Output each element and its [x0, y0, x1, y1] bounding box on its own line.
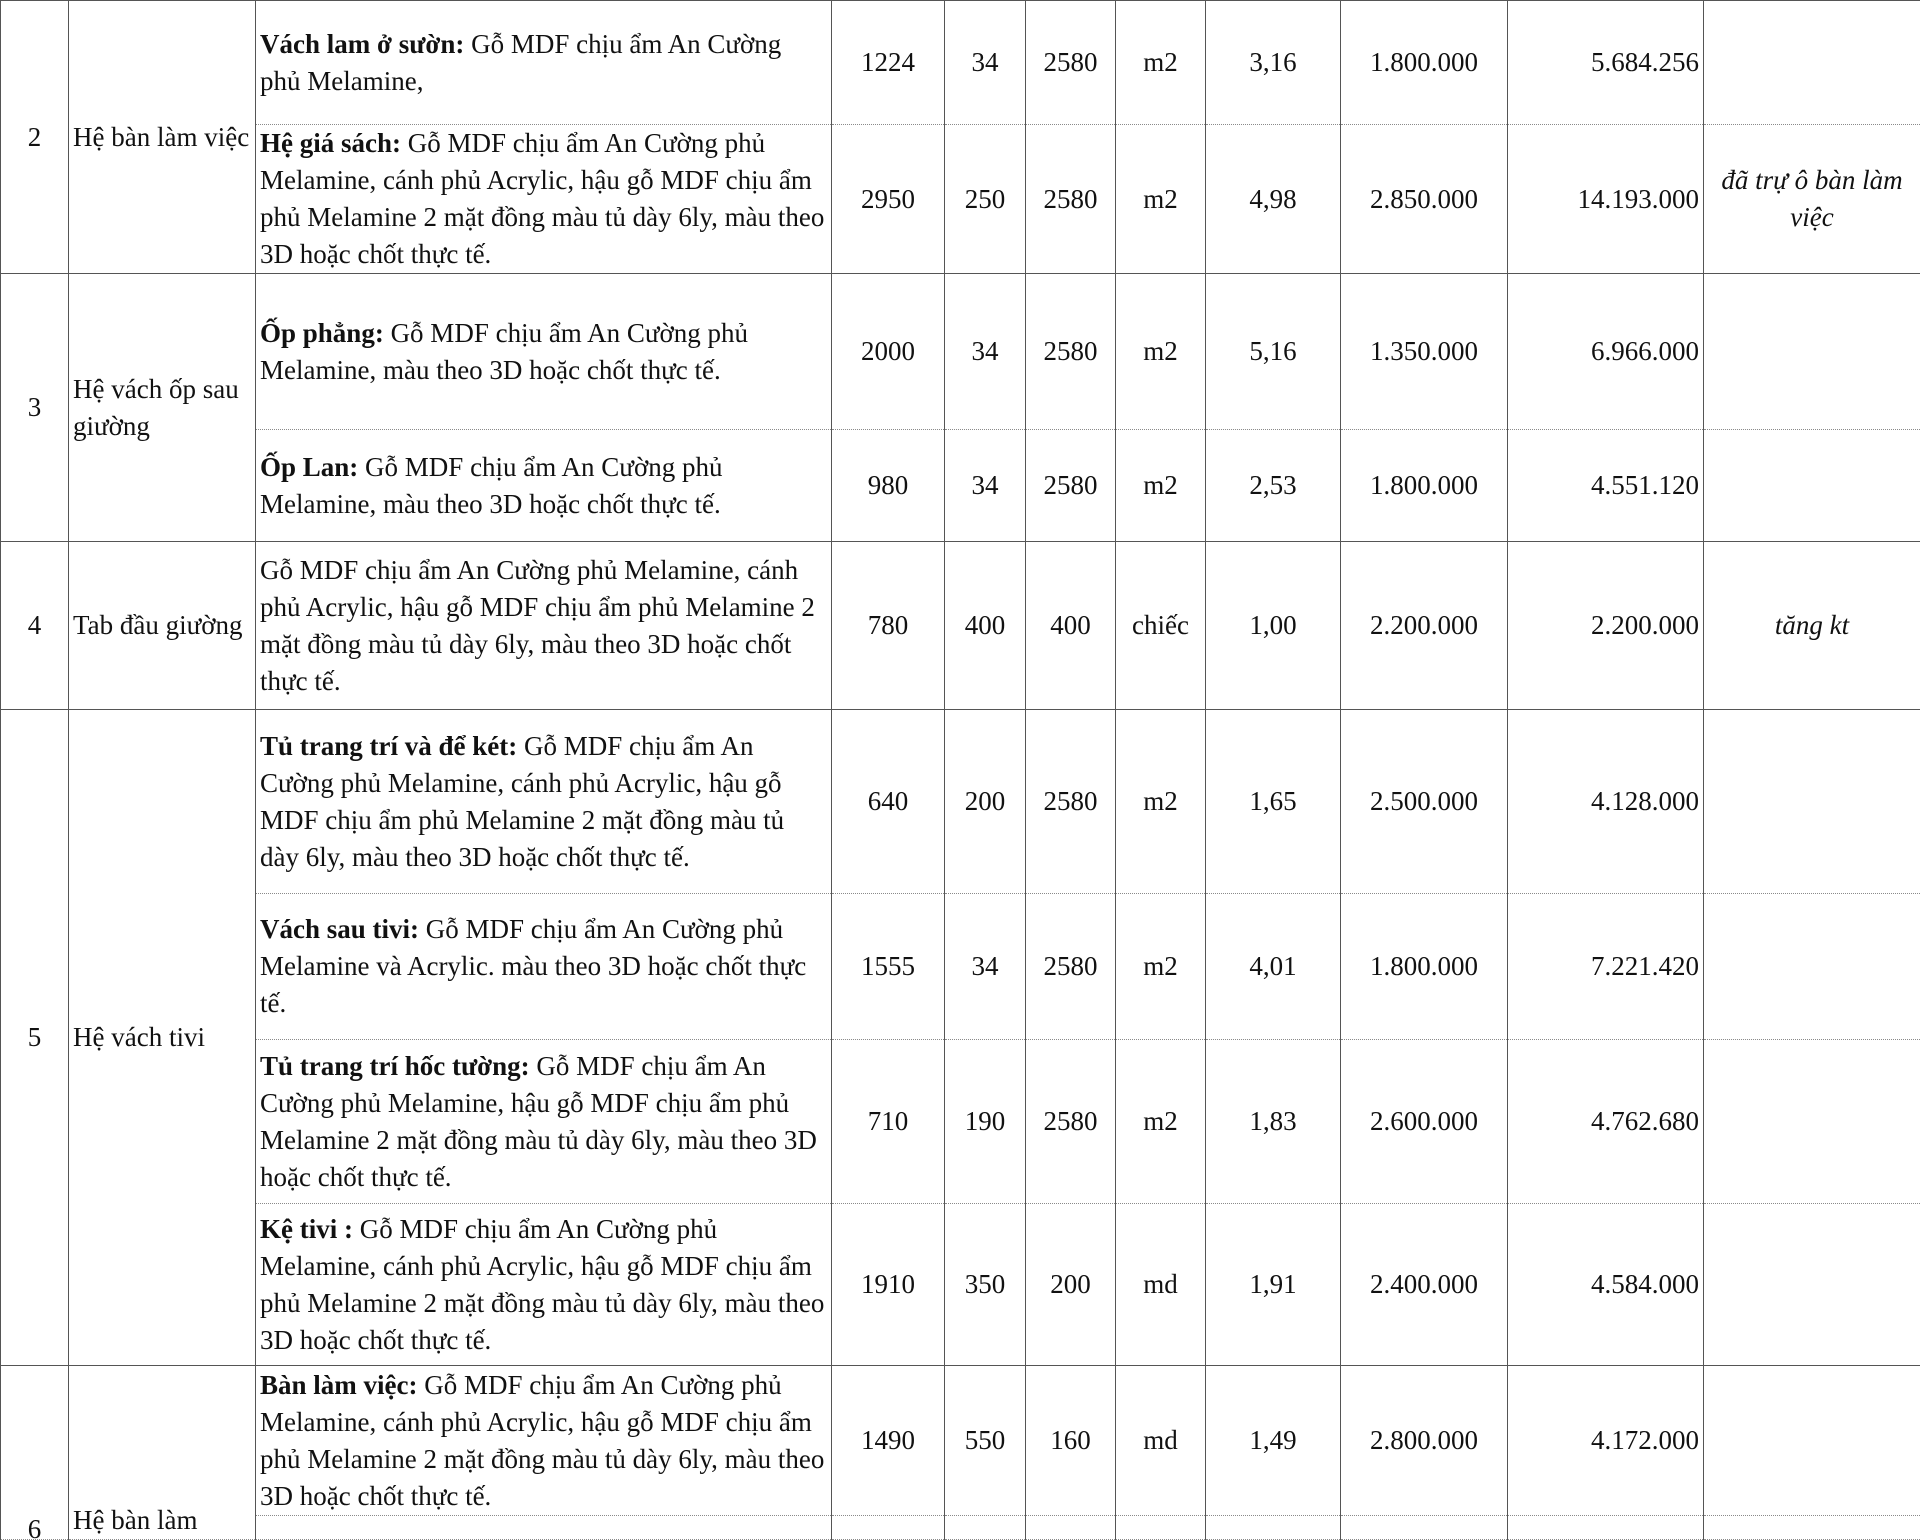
unit [1116, 1516, 1206, 1540]
unit-price: 1.800.000 [1341, 1, 1508, 125]
description-text: Gỗ MDF chịu ẩm An Cường phủ Melamine, cánh phủ Acrylic, hậu gỗ MDF chịu ẩm phủ Melamine 2 mặt đồng màu tủ dày 6ly, màu theo 3D hoặc chốt thực tế. [260, 1214, 824, 1355]
dimension-length: 640 [832, 710, 945, 894]
unit: m2 [1116, 1, 1206, 125]
dimension-height: 2580 [1026, 1, 1116, 125]
item-description [256, 542, 832, 710]
dimension-length: 1910 [832, 1204, 945, 1366]
item-name: Hệ vách ốp sau giường [69, 274, 256, 542]
item-name: Hệ bàn làm việc [69, 1, 256, 274]
table-row [1, 1516, 1920, 1540]
unit: md [1116, 1366, 1206, 1516]
quantity: 1,00 [1206, 542, 1341, 710]
item-description [256, 125, 832, 274]
table-row [1, 274, 1920, 430]
description-title: Vách sau tivi: [260, 914, 419, 944]
dimension-depth [945, 1516, 1026, 1540]
quantity: 4,01 [1206, 894, 1341, 1040]
unit: m2 [1116, 1040, 1206, 1204]
description-text: Gỗ MDF chịu ẩm An Cường phủ Melamine và Acrylic. màu theo 3D hoặc chốt thực tế. [260, 914, 806, 1018]
item-name: Hệ vách tivi [69, 710, 256, 1366]
unit-price: 2.400.000 [1341, 1204, 1508, 1366]
row-number: 6 [1, 1366, 69, 1540]
dimension-length: 2950 [832, 125, 945, 274]
line-total [1508, 1516, 1704, 1540]
description-title: Bàn làm việc: [260, 1370, 417, 1400]
dimension-depth: 34 [945, 894, 1026, 1040]
dimension-height [1026, 1516, 1116, 1540]
table-row [1, 125, 1920, 274]
dimension-length: 1490 [832, 1366, 945, 1516]
note: tăng kt [1704, 542, 1920, 710]
dimension-depth: 200 [945, 710, 1026, 894]
description-text: Gỗ MDF chịu ẩm An Cường phủ Melamine, [260, 29, 781, 96]
dimension-height: 2580 [1026, 1040, 1116, 1204]
unit-price: 2.600.000 [1341, 1040, 1508, 1204]
dimension-length: 2000 [832, 274, 945, 430]
description-text: Gỗ MDF chịu ẩm An Cường phủ Melamine, cánh phủ Acrylic, hậu gỗ MDF chịu ẩm phủ Melamine 2 mặt đồng màu tủ dày 6ly, màu theo 3D hoặc chốt thực tế. [260, 1370, 824, 1511]
note [1704, 894, 1920, 1040]
quantity [1206, 1516, 1341, 1540]
description-title: Vách lam ở sườn: [260, 29, 464, 59]
unit-price: 1.800.000 [1341, 430, 1508, 542]
unit: m2 [1116, 430, 1206, 542]
unit: m2 [1116, 894, 1206, 1040]
item-description [256, 1, 832, 125]
unit: m2 [1116, 274, 1206, 430]
dimension-depth: 250 [945, 125, 1026, 274]
unit-price: 2.200.000 [1341, 542, 1508, 710]
row-number: 5 [1, 710, 69, 1366]
table-row [1, 1366, 1920, 1516]
line-total: 4.128.000 [1508, 710, 1704, 894]
note [1704, 710, 1920, 894]
table-row [1, 710, 1920, 894]
description-title: Ốp Lan: [260, 452, 358, 482]
dimension-height: 200 [1026, 1204, 1116, 1366]
dimension-length: 1555 [832, 894, 945, 1040]
note [1704, 1204, 1920, 1366]
dimension-length: 1224 [832, 1, 945, 125]
description-text: Gỗ MDF chịu ẩm An Cường phủ Melamine, hậu gỗ MDF chịu ẩm phủ Melamine 2 mặt đồng màu tủ dày 6ly, màu theo 3D hoặc chốt thực tế. [260, 1051, 817, 1192]
item-description [256, 894, 832, 1040]
line-total: 4.584.000 [1508, 1204, 1704, 1366]
item-description [256, 710, 832, 894]
dimension-height: 2580 [1026, 274, 1116, 430]
description-title: Tủ trang trí và để két: [260, 731, 517, 761]
line-total: 14.193.000 [1508, 125, 1704, 274]
quantity: 4,98 [1206, 125, 1341, 274]
line-total: 4.762.680 [1508, 1040, 1704, 1204]
item-name: Hệ bàn làm [69, 1366, 256, 1540]
dimension-depth: 190 [945, 1040, 1026, 1204]
description-text: Gỗ MDF chịu ẩm An Cường phủ Melamine, cánh phủ Acrylic, hậu gỗ MDF chịu ẩm phủ Melamine 2 mặt đồng màu tủ dày 6ly, màu theo 3D hoặc chốt thực tế. [260, 128, 824, 269]
row-number: 3 [1, 274, 69, 542]
dimension-depth: 400 [945, 542, 1026, 710]
note: đã trự ô bàn làm việc [1704, 125, 1920, 274]
table-row [1, 542, 1920, 710]
table-row [1, 894, 1920, 1040]
item-name: Tab đầu giường [69, 542, 256, 710]
table-row [1, 1040, 1920, 1204]
dimension-height: 160 [1026, 1366, 1116, 1516]
item-description [256, 274, 832, 430]
description-title: Kệ tivi : [260, 1214, 353, 1244]
unit: md [1116, 1204, 1206, 1366]
unit: m2 [1116, 710, 1206, 894]
table-row [1, 1, 1920, 125]
quantity: 1,83 [1206, 1040, 1341, 1204]
dimension-height: 2580 [1026, 125, 1116, 274]
unit-price: 2.500.000 [1341, 710, 1508, 894]
unit: m2 [1116, 125, 1206, 274]
dimension-depth: 350 [945, 1204, 1026, 1366]
dimension-depth: 34 [945, 1, 1026, 125]
unit: chiếc [1116, 542, 1206, 710]
dimension-height: 400 [1026, 542, 1116, 710]
dimension-length: 980 [832, 430, 945, 542]
quantity: 5,16 [1206, 274, 1341, 430]
line-total: 2.200.000 [1508, 542, 1704, 710]
unit-price: 2.850.000 [1341, 125, 1508, 274]
description-text: Gỗ MDF chịu ẩm An Cường phủ Melamine, cánh phủ Acrylic, hậu gỗ MDF chịu ẩm phủ Melamine 2 mặt đồng màu tủ dày 6ly, màu theo 3D hoặc chốt thực tế. [260, 555, 815, 696]
unit-price: 1.800.000 [1341, 894, 1508, 1040]
dimension-height: 2580 [1026, 894, 1116, 1040]
dimension-height: 2580 [1026, 710, 1116, 894]
row-number: 2 [1, 1, 69, 274]
line-total: 6.966.000 [1508, 274, 1704, 430]
quote-table-body [1, 1, 1920, 1540]
quantity: 1,65 [1206, 710, 1341, 894]
dimension-height: 2580 [1026, 430, 1116, 542]
description-title: Ốp phẳng: [260, 318, 384, 348]
note [1704, 1, 1920, 125]
description-title: Tủ trang trí hốc tường: [260, 1051, 530, 1081]
description-text: Gỗ MDF chịu ẩm An Cường phủ Melamine, cánh phủ Acrylic, hậu gỗ MDF chịu ẩm phủ Melamine 2 mặt đồng màu tủ dày 6ly, màu theo 3D hoặc chốt thực tế. [260, 731, 784, 872]
unit-price: 2.800.000 [1341, 1366, 1508, 1516]
dimension-length: 780 [832, 542, 945, 710]
row-number: 4 [1, 542, 69, 710]
dimension-depth: 34 [945, 430, 1026, 542]
note [1704, 1366, 1920, 1516]
item-description [256, 1516, 832, 1540]
quantity: 1,91 [1206, 1204, 1341, 1366]
line-total: 4.551.120 [1508, 430, 1704, 542]
item-description [256, 1366, 832, 1516]
table-row [1, 430, 1920, 542]
unit-price: 1.350.000 [1341, 274, 1508, 430]
description-text: Gỗ MDF chịu ẩm An Cường phủ Melamine, màu theo 3D hoặc chốt thực tế. [260, 452, 722, 519]
description-text: Gỗ MDF chịu ẩm An Cường phủ Melamine, màu theo 3D hoặc chốt thực tế. [260, 318, 748, 385]
item-description [256, 1204, 832, 1366]
quantity: 3,16 [1206, 1, 1341, 125]
quantity: 1,49 [1206, 1366, 1341, 1516]
line-total: 7.221.420 [1508, 894, 1704, 1040]
dimension-depth: 34 [945, 274, 1026, 430]
note [1704, 1040, 1920, 1204]
note [1704, 430, 1920, 542]
dimension-depth: 550 [945, 1366, 1026, 1516]
description-title: Hệ giá sách: [260, 128, 401, 158]
note [1704, 274, 1920, 430]
dimension-length: 710 [832, 1040, 945, 1204]
dimension-length [832, 1516, 945, 1540]
item-description [256, 430, 832, 542]
line-total: 4.172.000 [1508, 1366, 1704, 1516]
line-total: 5.684.256 [1508, 1, 1704, 125]
unit-price [1341, 1516, 1508, 1540]
quantity: 2,53 [1206, 430, 1341, 542]
table-row [1, 1204, 1920, 1366]
note [1704, 1516, 1920, 1540]
item-description [256, 1040, 832, 1204]
